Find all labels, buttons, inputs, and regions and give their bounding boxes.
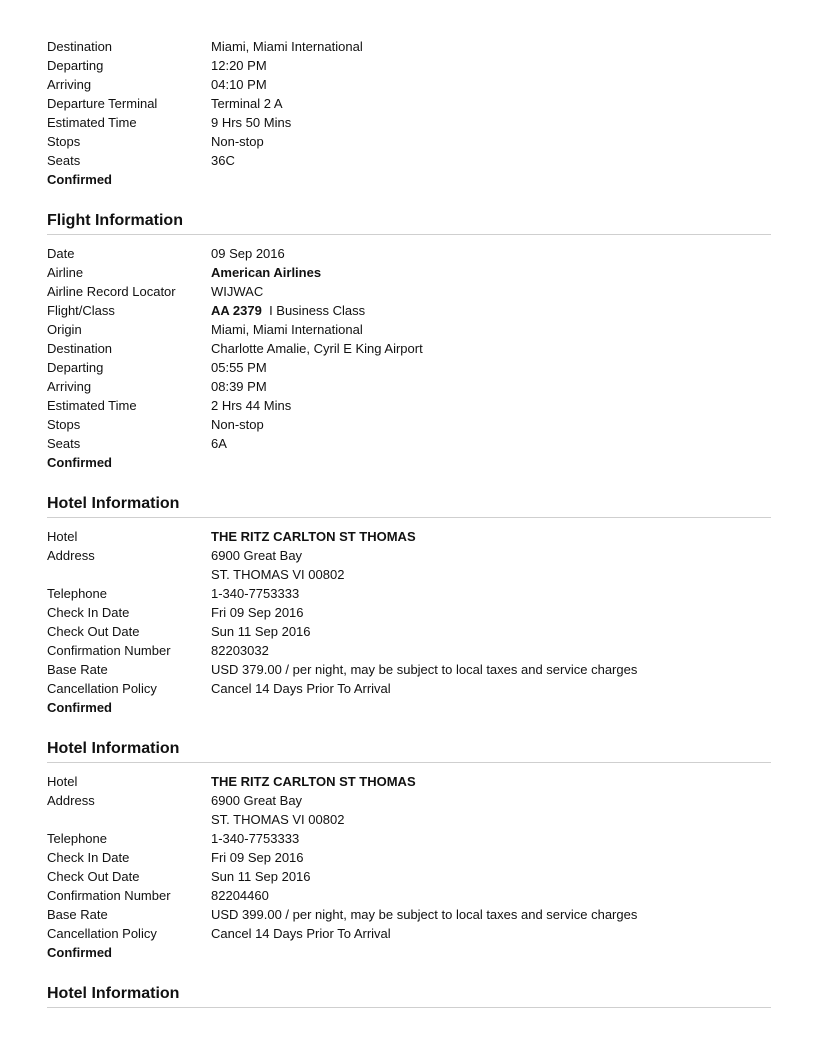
detail-value: 04:10 PM: [211, 77, 267, 92]
detail-label: Base Rate: [47, 907, 108, 922]
detail-row-stops: [47, 415, 771, 434]
detail-label: Arriving: [47, 379, 92, 394]
itinerary-page: [47, 37, 771, 1017]
detail-row-cancellation: [47, 679, 771, 698]
detail-row-departing: [47, 56, 771, 75]
detail-value: Terminal 2 A: [211, 96, 283, 111]
booking-status: Confirmed: [47, 700, 112, 715]
detail-value: 9 Hrs 50 Mins: [211, 115, 292, 130]
detail-value: 05:55 PM: [211, 360, 267, 375]
detail-label: Departing: [47, 360, 104, 375]
detail-label: Destination: [47, 341, 113, 356]
detail-row-confirmation: [47, 886, 771, 905]
detail-row-airline: [47, 263, 771, 282]
detail-value: [211, 301, 365, 320]
flight-information-section: [47, 211, 771, 472]
detail-label: Arriving: [47, 77, 92, 92]
detail-value: 12:20 PM: [211, 58, 267, 73]
booking-status: Confirmed: [47, 172, 112, 187]
detail-value: Sun 11 Sep 2016: [211, 624, 311, 639]
detail-row-departure-terminal: [47, 94, 771, 113]
detail-row-seats: [47, 434, 771, 453]
detail-value: 09 Sep 2016: [211, 246, 285, 261]
flight-segment-1: [47, 37, 771, 189]
detail-row-record-locator: [47, 282, 771, 301]
section-divider: [47, 762, 771, 763]
detail-label: Hotel: [47, 529, 78, 544]
address-line: ST. THOMAS VI 00802: [211, 567, 345, 582]
detail-row-seats: [47, 151, 771, 170]
detail-value: Sun 11 Sep 2016: [211, 869, 311, 884]
flight-number: AA 2379: [211, 303, 262, 318]
detail-label: Airline: [47, 265, 84, 280]
address-line: 6900 Great Bay: [211, 793, 303, 808]
detail-label: Confirmation Number: [47, 888, 171, 903]
detail-value: Fri 09 Sep 2016: [211, 605, 304, 620]
airline-name: American Airlines: [211, 265, 322, 280]
detail-value: 08:39 PM: [211, 379, 267, 394]
detail-label: Cancellation Policy: [47, 926, 157, 941]
detail-row-date: [47, 244, 771, 263]
detail-value: 82204460: [211, 888, 269, 903]
section-title: Hotel Information: [47, 740, 180, 757]
detail-row-base-rate: [47, 660, 771, 679]
flight-class: I Business Class: [269, 303, 366, 318]
booking-status: Confirmed: [47, 945, 112, 960]
address-line: 6900 Great Bay: [211, 548, 303, 563]
detail-label: Address: [47, 793, 95, 808]
detail-label: Check In Date: [47, 605, 130, 620]
detail-row-telephone: [47, 584, 771, 603]
detail-row-address: [47, 791, 771, 810]
detail-row-address-2: [47, 565, 771, 584]
detail-row-hotel: [47, 772, 771, 791]
detail-value: 1-340-7753333: [211, 586, 300, 601]
detail-row-address: [47, 546, 771, 565]
detail-value: 6A: [211, 436, 227, 451]
detail-label: Telephone: [47, 586, 107, 601]
detail-label: Check Out Date: [47, 624, 140, 639]
detail-label: Confirmation Number: [47, 643, 171, 658]
detail-row-destination: [47, 37, 771, 56]
detail-label: Estimated Time: [47, 115, 137, 130]
detail-value: 1-340-7753333: [211, 831, 300, 846]
detail-row-check-in: [47, 848, 771, 867]
detail-value: Non-stop: [211, 134, 264, 149]
hotel-name: THE RITZ CARLTON ST THOMAS: [211, 529, 416, 544]
detail-value: Non-stop: [211, 417, 264, 432]
detail-row-check-out: [47, 622, 771, 641]
detail-row-confirmation: [47, 641, 771, 660]
detail-row-flight-class: [47, 301, 771, 320]
hotel-information-section: [47, 984, 771, 1008]
detail-value: Cancel 14 Days Prior To Arrival: [211, 681, 391, 696]
detail-label: Stops: [47, 417, 81, 432]
detail-value: Miami, Miami International: [211, 39, 363, 54]
detail-label: Departure Terminal: [47, 96, 158, 111]
detail-label: Estimated Time: [47, 398, 137, 413]
detail-label: Check Out Date: [47, 869, 140, 884]
detail-row-address-2: [47, 810, 771, 829]
detail-value: WIJWAC: [211, 284, 264, 299]
detail-value: 2 Hrs 44 Mins: [211, 398, 292, 413]
detail-value: USD 379.00 / per night, may be subject to local taxes and service charges: [211, 662, 638, 677]
detail-value: Fri 09 Sep 2016: [211, 850, 304, 865]
detail-label: Base Rate: [47, 662, 108, 677]
detail-row-arriving: [47, 377, 771, 396]
section-divider: [47, 234, 771, 235]
detail-value: USD 399.00 / per night, may be subject to local taxes and service charges: [211, 907, 638, 922]
detail-row-stops: [47, 132, 771, 151]
detail-row-check-in: [47, 603, 771, 622]
detail-label: Departing: [47, 58, 104, 73]
detail-label: Origin: [47, 322, 82, 337]
detail-value: Charlotte Amalie, Cyril E King Airport: [211, 341, 423, 356]
detail-value: Cancel 14 Days Prior To Arrival: [211, 926, 391, 941]
detail-value: 36C: [211, 153, 235, 168]
section-title: Hotel Information: [47, 985, 180, 1002]
detail-row-estimated-time: [47, 113, 771, 132]
detail-row-telephone: [47, 829, 771, 848]
detail-value: 82203032: [211, 643, 269, 658]
booking-status: Confirmed: [47, 455, 112, 470]
detail-label: Flight/Class: [47, 303, 115, 318]
section-title: Hotel Information: [47, 495, 180, 512]
detail-label: Seats: [47, 436, 81, 451]
section-divider: [47, 517, 771, 518]
detail-label: Seats: [47, 153, 81, 168]
hotel-information-section: [47, 739, 771, 962]
detail-label: Cancellation Policy: [47, 681, 157, 696]
section-divider: [47, 1007, 771, 1008]
detail-label: Telephone: [47, 831, 107, 846]
detail-label: Hotel: [47, 774, 78, 789]
detail-row-base-rate: [47, 905, 771, 924]
hotel-information-section: [47, 494, 771, 717]
address-line: ST. THOMAS VI 00802: [211, 812, 345, 827]
detail-label: Airline Record Locator: [47, 284, 176, 299]
section-title: Flight Information: [47, 212, 183, 229]
detail-row-destination: [47, 339, 771, 358]
detail-row-estimated-time: [47, 396, 771, 415]
detail-label: Stops: [47, 134, 81, 149]
detail-label: Check In Date: [47, 850, 130, 865]
hotel-name: THE RITZ CARLTON ST THOMAS: [211, 774, 416, 789]
detail-value: Miami, Miami International: [211, 322, 363, 337]
detail-label: Destination: [47, 39, 113, 54]
detail-row-cancellation: [47, 924, 771, 943]
detail-row-departing: [47, 358, 771, 377]
detail-row-arriving: [47, 75, 771, 94]
detail-row-check-out: [47, 867, 771, 886]
detail-row-hotel: [47, 527, 771, 546]
detail-label: Address: [47, 548, 95, 563]
detail-label: Date: [47, 246, 75, 261]
detail-row-origin: [47, 320, 771, 339]
